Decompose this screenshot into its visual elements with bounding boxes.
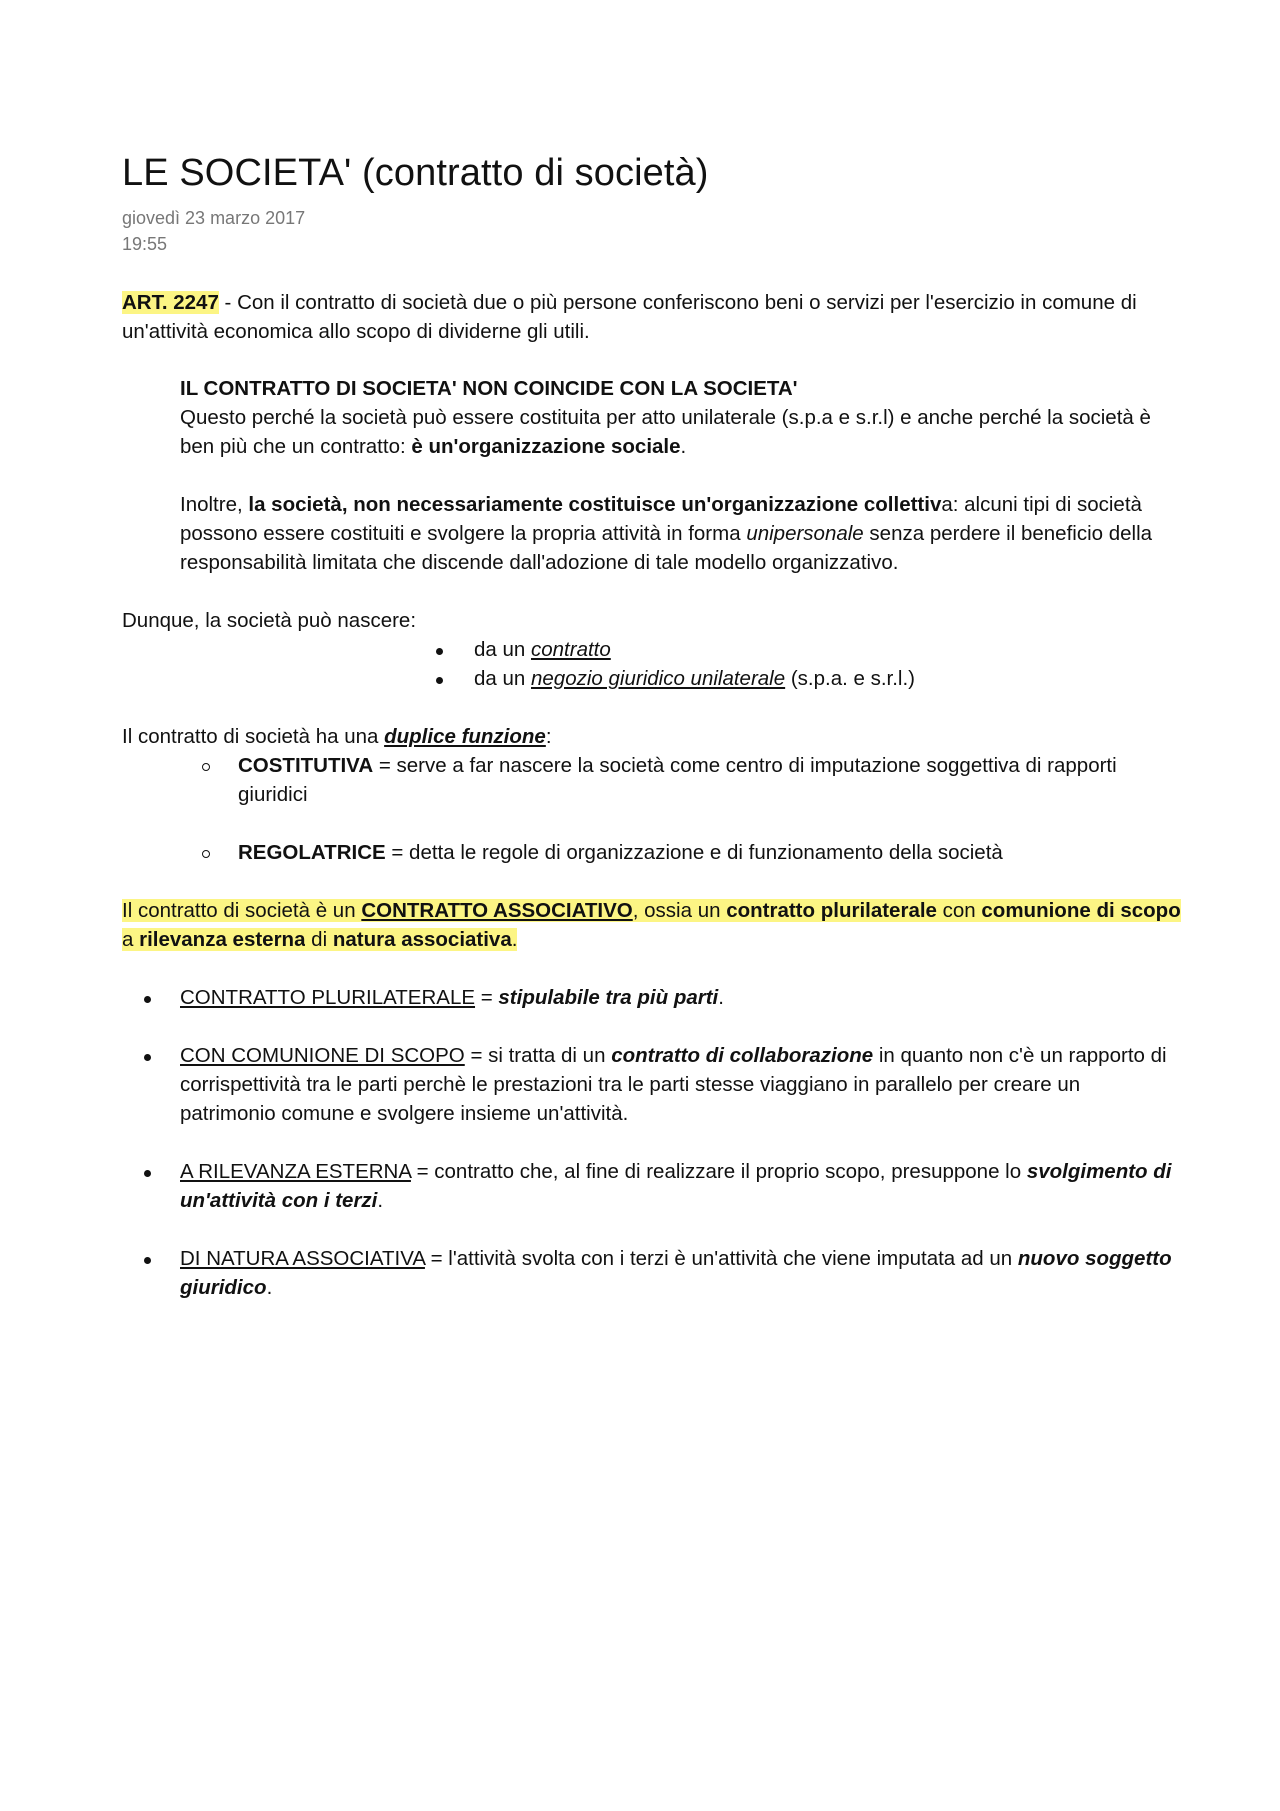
definition-term: comunione di scopo <box>981 899 1181 922</box>
origin-item-suffix: (s.p.a. e s.r.l.) <box>785 667 916 690</box>
functions-intro-term: duplice funzione <box>384 725 546 748</box>
definition-text: con <box>936 899 982 922</box>
definition-term: contratto plurilaterale <box>726 899 937 922</box>
note-p2-mid: a: alcuni tipi di società possono essere costituiti e svolgere la propria attività in forma <box>180 493 1142 545</box>
characteristic-text: . <box>266 1276 273 1299</box>
function-text: = serve a far nascere la società come centro di imputazione soggettiva di rapporti giuridici <box>238 754 1117 806</box>
functions-intro-start: Il contratto di società ha una <box>122 725 385 748</box>
definition-text: . <box>511 928 518 951</box>
characteristic-text: in quanto non c'è un rapporto di corrispettività tra le parti perchè le prestazioni tra le parti stesse viaggiano in parallelo per creare un patrimonio comune e svolgere insieme un'attività. <box>180 1044 1167 1125</box>
bullet-dot-icon <box>436 677 443 684</box>
note-p1-end: . <box>680 435 687 458</box>
note-p1-text: Questo perché la società può essere costituita per atto unilaterale (s.p.a e s.r.l) e anche perché la società è ben più che un contratto: <box>180 406 1151 458</box>
characteristic-term: A RILEVANZA ESTERNA <box>180 1160 411 1183</box>
characteristic-term: CON COMUNIONE DI SCOPO <box>180 1044 465 1067</box>
bullet-dot-icon <box>144 996 151 1003</box>
note-heading: IL CONTRATTO DI SOCIETA' NON COINCIDE CON LA SOCIETA' <box>180 377 798 400</box>
characteristic-text: . <box>718 986 724 1009</box>
characteristic-item <box>180 1244 1180 1302</box>
article-reference: ART. 2247 <box>122 291 219 314</box>
characteristic-item <box>180 983 1180 1012</box>
note-paragraph-1 <box>180 403 1180 461</box>
characteristic-text: = l'attività svolta con i terzi è un'attività che viene imputata ad un <box>424 1247 1018 1270</box>
article-paragraph <box>122 288 1182 346</box>
functions-intro-end: : <box>545 725 552 748</box>
definition-text: di <box>305 928 333 951</box>
origin-item <box>474 664 915 693</box>
definition-term: natura associativa <box>332 928 512 951</box>
note-p2-end: senza perdere il beneficio della responsabilità limitata che discende dall'adozione di tale modello organizzativo. <box>180 522 1153 574</box>
characteristic-term: CONTRATTO PLURILATERALE <box>180 986 476 1009</box>
functions-intro <box>122 722 552 751</box>
origin-intro: Dunque, la società può nascere: <box>122 609 417 632</box>
origin-item-prefix: da un <box>474 667 531 690</box>
origin-item-term: negozio giuridico unilaterale <box>531 667 786 690</box>
definition-paragraph <box>122 896 1192 954</box>
definition-term: rilevanza esterna <box>139 928 306 951</box>
bullet-circle-icon <box>202 850 210 858</box>
note-date: giovedì 23 marzo 2017 <box>122 208 306 228</box>
bullet-dot-icon <box>144 1054 151 1061</box>
function-term: COSTITUTIVA <box>238 754 374 777</box>
definition-term: CONTRATTO ASSOCIATIVO <box>361 899 633 922</box>
function-item <box>238 838 1178 867</box>
characteristic-text: . <box>377 1189 384 1212</box>
characteristic-text: = contratto che, al fine di realizzare il proprio scopo, presuppone lo <box>410 1160 1027 1183</box>
bullet-dot-icon <box>436 648 443 655</box>
definition-text: a <box>122 928 140 951</box>
characteristic-term: DI NATURA ASSOCIATIVA <box>180 1247 425 1270</box>
function-term: REGOLATRICE <box>238 841 386 864</box>
characteristic-emphasis: contratto di collaborazione <box>611 1044 874 1067</box>
note-p2-bold: la società, non necessariamente costituisce un'organizzazione collettiv <box>248 493 942 516</box>
characteristic-text: = si tratta di un <box>464 1044 612 1067</box>
article-text: - Con il contratto di società due o più persone conferiscono beni o servizi per l'esercizio in comune di un'attività economica allo scopo di dividerne gli utili. <box>122 291 1137 343</box>
function-text: = detta le regole di organizzazione e di funzionamento della società <box>385 841 1003 864</box>
page-title: LE SOCIETA' (contratto di società) <box>122 152 709 194</box>
note-time: 19:55 <box>122 234 168 254</box>
note-p2-start: Inoltre, <box>180 493 249 516</box>
characteristic-item <box>180 1041 1180 1128</box>
characteristic-item <box>180 1157 1180 1215</box>
definition-text: , ossia un <box>632 899 727 922</box>
origin-item-prefix: da un <box>474 638 531 661</box>
note-p2-italic: unipersonale <box>746 522 864 545</box>
bullet-circle-icon <box>202 763 210 771</box>
definition-text: Il contratto di società è un <box>122 899 362 922</box>
origin-item <box>474 635 611 664</box>
origin-item-term: contratto <box>531 638 611 661</box>
characteristic-text: = <box>475 986 499 1009</box>
bullet-dot-icon <box>144 1170 151 1177</box>
note-p1-bold: è un'organizzazione sociale <box>411 435 681 458</box>
note-paragraph-2 <box>180 490 1180 577</box>
characteristic-emphasis: nuovo soggetto giuridico <box>180 1247 1172 1299</box>
bullet-dot-icon <box>144 1257 151 1264</box>
function-item <box>238 751 1178 809</box>
characteristic-emphasis: svolgimento di un'attività con i terzi <box>180 1160 1172 1212</box>
characteristic-emphasis: stipulabile tra più parti <box>498 986 719 1009</box>
